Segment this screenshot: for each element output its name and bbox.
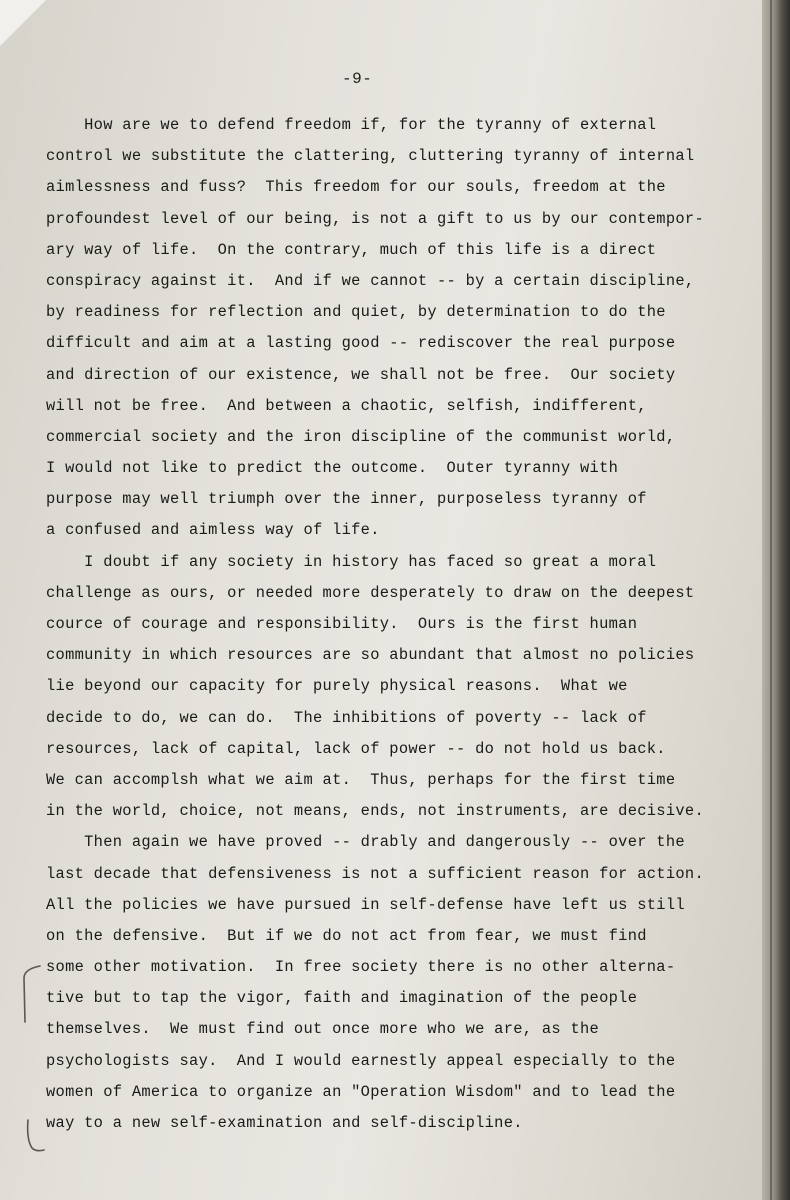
text-line: We can accomplsh what we aim at. Thus, perhaps for the first time	[46, 770, 676, 789]
binding-edge	[762, 0, 790, 1200]
text-line: commercial society and the iron discipline of the communist world,	[46, 427, 676, 446]
text-line: aimlessness and fuss? This freedom for our souls, freedom at the	[46, 178, 666, 197]
text-line: All the policies we have pursued in self-defense have left us still	[46, 895, 685, 914]
text-line: control we substitute the clattering, cluttering tyranny of internal	[46, 147, 695, 166]
text-line: challenge as ours, or needed more desperately to draw on the deepest	[46, 583, 695, 602]
text-line: Then again we have proved -- drably and dangerously -- over the	[46, 833, 685, 852]
text-line: on the defensive. But if we do not act from fear, we must find	[46, 926, 647, 945]
paragraph-1	[46, 110, 726, 547]
text-line: way to a new self-examination and self-discipline.	[46, 1114, 523, 1132]
paragraph-3	[46, 827, 726, 1139]
text-line: community in which resources are so abundant that almost no policies	[46, 646, 695, 665]
text-line: lie beyond our capacity for purely physical reasons. What we	[46, 677, 628, 696]
text-line: How are we to defend freedom if, for the tyranny of external	[46, 116, 657, 134]
text-line: tive but to tap the vigor, faith and imagination of the people	[46, 989, 638, 1008]
text-line: decide to do, we can do. The inhibitions of poverty -- lack of	[46, 708, 647, 727]
text-line: last decade that defensiveness is not a sufficient reason for action.	[46, 864, 704, 883]
binding-shadow-line	[770, 0, 772, 1200]
text-line: resources, lack of capital, lack of power -- do not hold us back.	[46, 739, 666, 758]
text-line: I doubt if any society in history has faced so great a moral	[46, 552, 657, 571]
handwritten-margin-bracket	[16, 962, 46, 1162]
text-line: I would not like to predict the outcome. Outer tyranny with	[46, 459, 619, 478]
typed-text-body	[46, 110, 726, 1139]
paragraph-2	[46, 547, 726, 828]
text-line: in the world, choice, not means, ends, not instruments, are decisive.	[46, 802, 704, 821]
text-line: psychologists say. And I would earnestly appeal especially to the	[46, 1051, 676, 1070]
text-line: some other motivation. In free society there is no other alterna-	[46, 958, 676, 977]
text-line: purpose may well triumph over the inner, purposeless tyranny of	[46, 490, 647, 509]
text-line: by readiness for reflection and quiet, by determination to do the	[46, 303, 666, 322]
text-line: will not be free. And between a chaotic, selfish, indifferent,	[46, 396, 647, 415]
text-line: and direction of our existence, we shall not be free. Our society	[46, 365, 676, 384]
page-number: -9-	[342, 70, 373, 88]
text-line: conspiracy against it. And if we cannot -- by a certain discipline,	[46, 271, 695, 290]
text-line: difficult and aim at a lasting good -- rediscover the real purpose	[46, 334, 676, 353]
text-line: cource of courage and responsibility. Ours is the first human	[46, 615, 638, 633]
text-line: a confused and aimless way of life.	[46, 521, 380, 540]
text-line: themselves. We must find out once more who we are, as the	[46, 1020, 600, 1039]
folded-corner	[0, 0, 46, 46]
text-line: ary way of life. On the contrary, much of this life is a direct	[46, 240, 657, 259]
text-line: women of America to organize an "Operation Wisdom" and to lead the	[46, 1082, 676, 1101]
text-line: profoundest level of our being, is not a gift to us by our contempor-	[46, 209, 704, 228]
